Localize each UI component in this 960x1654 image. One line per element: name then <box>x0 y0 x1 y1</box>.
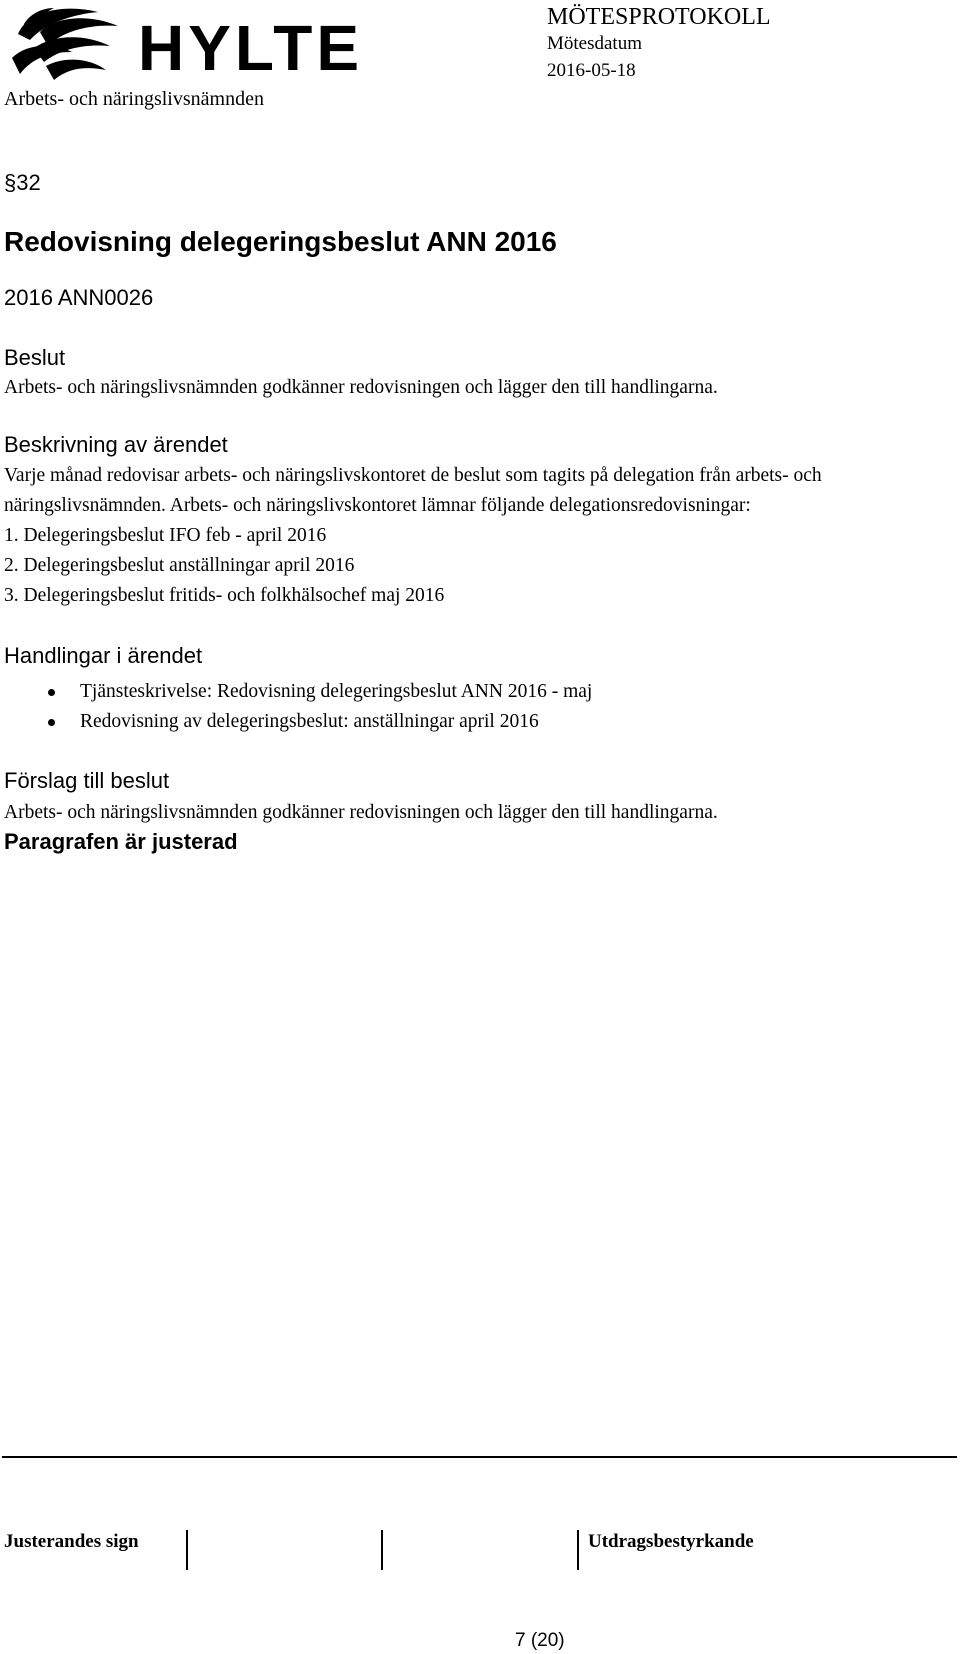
signature-box-divider <box>577 1530 579 1570</box>
description-text: Varje månad redovisar arbets- och näringslivskontoret de beslut som tagits på delegation från arbets- och näringslivsnämnden. Arbets- och näringslivskontoret lämnar följande delegationsredovisningar: <box>4 465 822 516</box>
logo-text: HYLTE <box>138 12 364 84</box>
committee-name: Arbets- och näringslivsnämnden <box>4 88 264 110</box>
hylte-logo <box>6 4 364 84</box>
proposal-text: Arbets- och näringslivsnämnden godkänner redovisningen och lägger den till handlingarna. <box>4 802 718 823</box>
case-number: 2016 ANN0026 <box>4 285 154 310</box>
documents-list <box>44 677 924 737</box>
proposal-heading: Förslag till beslut <box>4 768 170 793</box>
signature-label: Justerandes sign <box>4 1531 139 1552</box>
list-item: 2. Delegeringsbeslut anställningar april 2016 <box>4 555 355 576</box>
list-item <box>44 677 924 707</box>
logo-emblem-icon <box>12 8 118 80</box>
signature-box-divider <box>186 1530 188 1570</box>
description-heading: Beskrivning av ärendet <box>4 432 228 457</box>
meeting-date-label: Mötesdatum <box>547 33 642 54</box>
adjusted-note: Paragrafen är justerad <box>4 829 238 854</box>
list-item <box>44 707 924 737</box>
description-list <box>4 521 934 611</box>
list-item: 1. Delegeringsbeslut IFO feb - april 2016 <box>4 525 327 546</box>
page-title: Redovisning delegeringsbeslut ANN 2016 <box>4 226 557 257</box>
document-type: MÖTESPROTOKOLL <box>547 4 771 30</box>
meeting-date-value: 2016-05-18 <box>547 60 636 81</box>
signature-box-divider <box>381 1530 383 1570</box>
list-item: 3. Delegeringsbeslut fritids- och folkhälsochef maj 2016 <box>4 585 445 606</box>
bullet-icon <box>48 719 55 726</box>
footer-divider <box>2 1456 957 1458</box>
extract-certification-label: Utdragsbestyrkande <box>588 1531 754 1552</box>
bullet-icon <box>48 689 55 696</box>
document-label: Redovisning av delegeringsbeslut: anställningar april 2016 <box>80 711 539 732</box>
documents-heading: Handlingar i ärendet <box>4 643 203 668</box>
document-label: Tjänsteskrivelse: Redovisning delegeringsbeslut ANN 2016 - maj <box>80 681 593 702</box>
page-number: 7 (20) <box>515 1630 565 1651</box>
decision-text: Arbets- och näringslivsnämnden godkänner redovisningen och lägger den till handlingarna. <box>4 377 718 398</box>
paragraph-number: §32 <box>4 170 41 195</box>
decision-heading: Beslut <box>4 345 66 370</box>
